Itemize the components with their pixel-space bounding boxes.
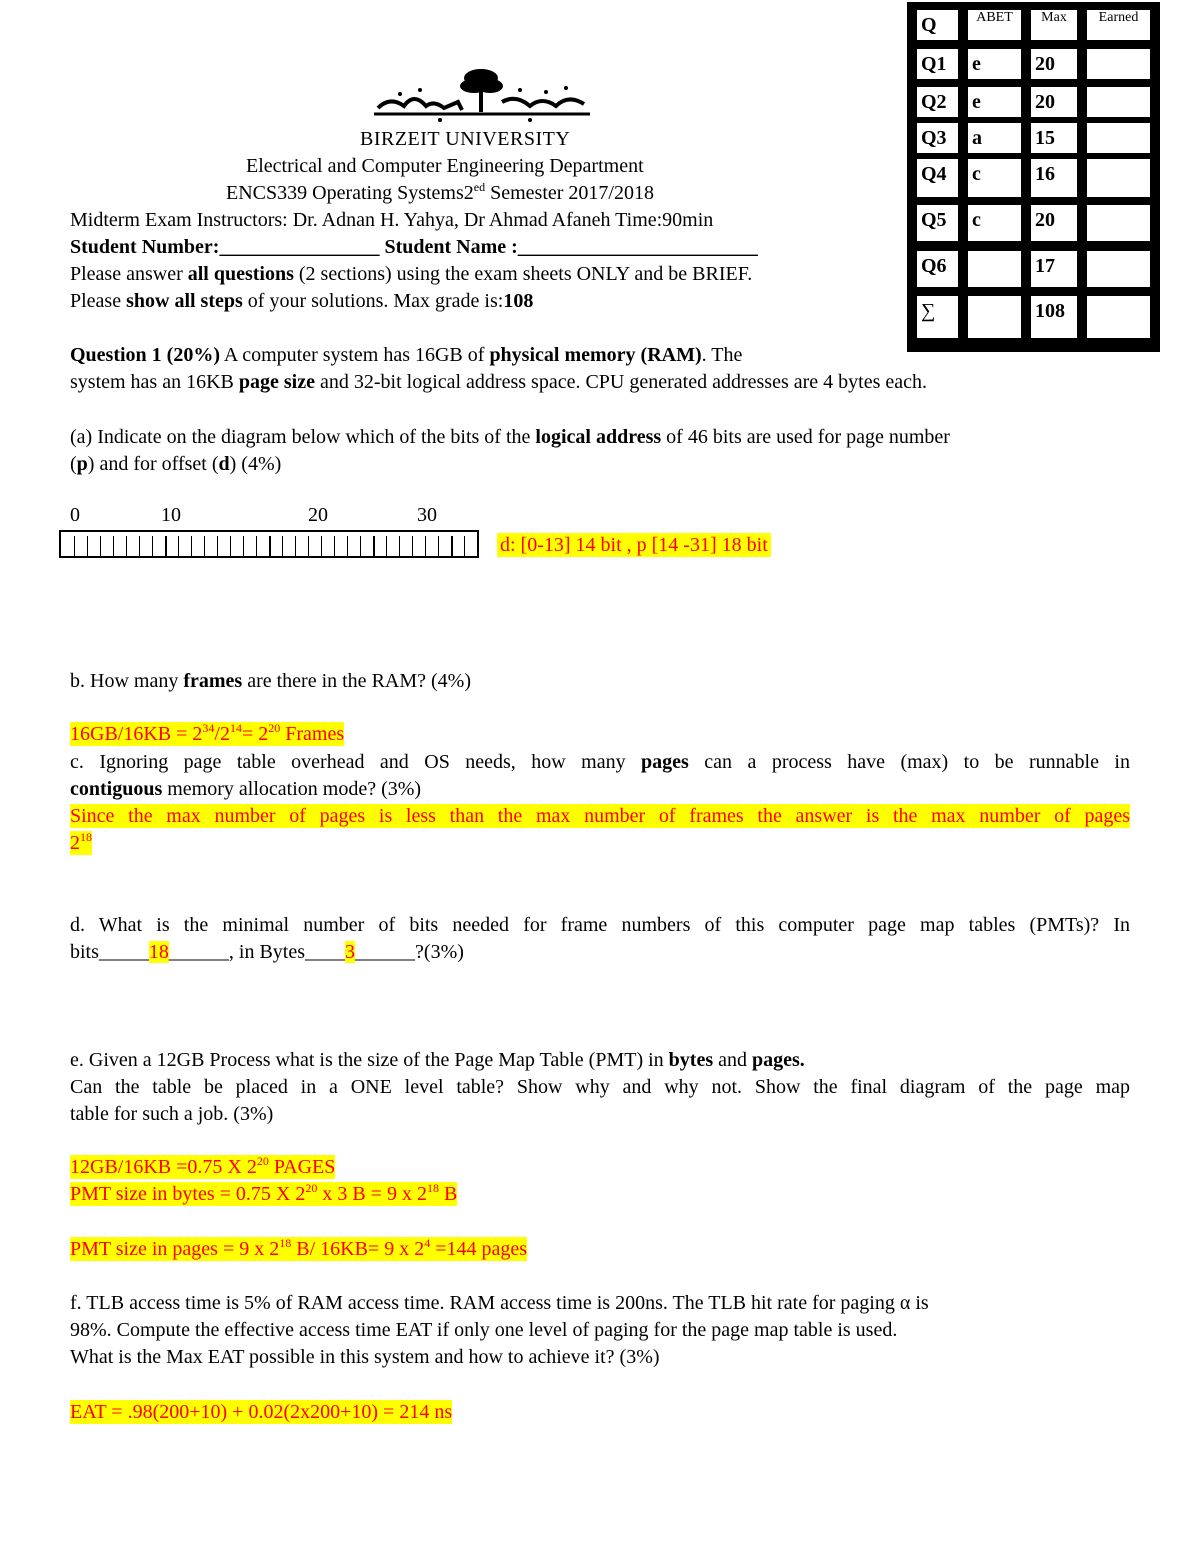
grade-row-sum-symbol: ∑ — [917, 296, 958, 338]
instr-bold: show all steps — [126, 290, 243, 312]
grade-row-earned[interactable] — [1087, 87, 1150, 117]
bit-divider — [347, 536, 348, 556]
instr-bold: all questions — [187, 263, 294, 285]
q1b-text: b. How many — [70, 670, 184, 692]
course-ord: 2 — [463, 182, 474, 204]
ans-sup: 20 — [268, 721, 281, 735]
ans-text: 2 — [70, 832, 80, 854]
q1b-question — [70, 669, 471, 693]
grade-row-q: Q4 — [917, 159, 958, 197]
q1-text: system has an 16KB — [70, 371, 239, 393]
student-number-field[interactable]: ________________ — [219, 236, 380, 258]
header-label: ABET — [976, 10, 1013, 25]
q1b-answer — [70, 722, 344, 746]
student-number-label: Student Number: — [70, 236, 220, 258]
ans-text: 16GB/16KB = 2 — [70, 723, 203, 745]
ans-text: /2 — [214, 723, 230, 745]
ans-text: PMT size in pages = 9 x 2 — [70, 1238, 280, 1260]
bit-divider — [217, 536, 218, 556]
grade-row-q: Q3 — [917, 123, 958, 153]
instr-text: Please — [70, 290, 127, 312]
grade-row-earned[interactable] — [1087, 49, 1150, 79]
bit-divider — [243, 536, 244, 556]
q1d-text: ______, in Bytes____ — [168, 941, 346, 963]
grade-row-max: 20 — [1031, 87, 1077, 117]
q1f-answer: EAT = .98(200+10) + 0.02(2x200+10) = 214 ns — [70, 1401, 453, 1423]
header-label: Max — [1041, 10, 1067, 25]
q1e-question-line-2: Can the table be placed in a ONE level table? Show why and why not. Show the final diagram of the page map — [70, 1076, 1130, 1098]
instr-text: of your solutions. Max grade is: — [242, 290, 504, 312]
ans-text: Frames — [280, 723, 345, 745]
bit-divider — [464, 536, 465, 556]
grade-row-q: Q6 — [917, 251, 958, 287]
grade-row-earned[interactable] — [1087, 251, 1150, 287]
bit-divider — [425, 536, 426, 556]
ans-sup: 18 — [80, 830, 92, 844]
q1-title: Question 1 (20%) — [70, 344, 220, 366]
bit-divider — [74, 536, 75, 556]
q1-intro-line-2 — [70, 370, 927, 394]
grade-row-q: Q1 — [917, 49, 958, 79]
bit-divider — [126, 536, 127, 556]
grade-row-max: 17 — [1031, 251, 1077, 287]
grade-row-abet: c — [968, 205, 1021, 241]
q1f-question-line-3: What is the Max EAT possible in this system and how to achieve it? (3%) — [70, 1346, 660, 1368]
bit-divider — [412, 536, 413, 556]
ans-text: B — [438, 1183, 458, 1205]
q1c-question-line-1 — [70, 750, 1130, 774]
course-sup: ed — [473, 180, 486, 194]
q1a-text: ) (4%) — [229, 453, 282, 475]
bit-divider — [334, 536, 335, 556]
bit-divider — [256, 536, 257, 556]
grade-row-earned[interactable] — [1087, 296, 1150, 338]
bit-divider — [230, 536, 231, 556]
university-name: BIRZEIT UNIVERSITY — [360, 128, 571, 150]
q1a-text: ( — [70, 453, 77, 475]
q1-text: . The — [701, 344, 743, 366]
bit-divider — [308, 536, 309, 556]
grade-row-max: 20 — [1031, 49, 1077, 79]
department-name: Electrical and Computer Engineering Department — [246, 155, 644, 177]
grade-row-abet — [968, 296, 1021, 338]
ans-sup: 34 — [202, 721, 215, 735]
instr-text: Please answer — [70, 263, 188, 285]
q1a-bold: d — [218, 453, 230, 475]
bit-tick-label: 0 — [70, 504, 80, 526]
q1a-line-1 — [70, 425, 950, 449]
ans-sup: 18 — [426, 1181, 439, 1195]
q1e-answer-3 — [70, 1237, 527, 1261]
q1e-answer-1 — [70, 1155, 335, 1179]
ans-text: PMT size in bytes = 0.75 X 2 — [70, 1183, 306, 1205]
student-info-line — [70, 235, 758, 259]
q1d-question-line-1: d. What is the minimal number of bits needed for frame numbers of this computer page map tables (PMTs)? In — [70, 914, 1130, 936]
grade-row-max: 108 — [1031, 296, 1077, 338]
q1a-bold: p — [76, 453, 88, 475]
q1e-answer-2 — [70, 1182, 457, 1206]
course-line — [226, 182, 654, 205]
instr-text: (2 sections) using the exam sheets ONLY and be BRIEF. — [293, 263, 753, 285]
bit-divider — [113, 536, 114, 556]
exam-info: Midterm Exam Instructors: Dr. Adnan H. Yahya, Dr Ahmad Afaneh Time:90min — [70, 209, 714, 231]
bit-divider — [87, 536, 88, 556]
logical-address-bit-diagram — [59, 530, 479, 558]
bit-divider — [451, 536, 453, 556]
ans-sup: 20 — [305, 1181, 318, 1195]
bit-divider — [282, 536, 283, 556]
grade-row-earned[interactable] — [1087, 123, 1150, 153]
q1c-text: memory allocation mode? (3%) — [162, 778, 422, 800]
grade-header-q — [917, 10, 958, 40]
ans-sup: 20 — [256, 1154, 269, 1168]
q1-text: A computer system has 16GB of — [220, 344, 490, 366]
grade-row-q: Q5 — [917, 205, 958, 241]
q1a-text: of 46 bits are used for page number — [661, 426, 950, 448]
ans-text: x 3 B = 9 x 2 — [317, 1183, 427, 1205]
q1f-question-line-2: 98%. Compute the effective access time EAT if only one level of paging for the page map table is used. — [70, 1319, 898, 1341]
grade-header-max — [1031, 10, 1077, 40]
bit-divider — [100, 536, 101, 556]
ans-text: = 2 — [241, 723, 269, 745]
bit-divider — [139, 536, 140, 556]
bit-divider — [373, 536, 375, 556]
student-name-field[interactable]: ________________________ — [517, 236, 758, 258]
q1c-text: can a process have (max) to be runnable in — [688, 751, 1130, 773]
bit-divider — [191, 536, 192, 556]
bit-divider — [204, 536, 205, 556]
grade-row-max: 16 — [1031, 159, 1077, 197]
q1d-text: bits_____ — [70, 941, 149, 963]
grade-row-abet — [968, 251, 1021, 287]
header-label: Q — [921, 14, 937, 36]
q1e-question-line-3: table for such a job. (3%) — [70, 1103, 274, 1125]
q1e-question-line-1 — [70, 1048, 805, 1072]
bit-divider — [152, 536, 153, 556]
q1a-text: (a) Indicate on the diagram below which of the bits of the — [70, 426, 536, 448]
grade-row-abet: a — [968, 123, 1021, 153]
q1-bold: page size — [238, 371, 315, 393]
bit-divider — [165, 536, 167, 556]
grade-row-max: 15 — [1031, 123, 1077, 153]
bit-divider — [178, 536, 179, 556]
student-name-label: Student Name : — [379, 236, 518, 258]
q1a-text: ) and for offset ( — [87, 453, 219, 475]
bit-divider — [321, 536, 322, 556]
q1c-question-line-2 — [70, 777, 421, 801]
q1e-bold: bytes — [668, 1049, 714, 1071]
grade-header-abet — [968, 10, 1021, 40]
q1a-answer: d: [0-13] 14 bit , p [14 -31] 18 bit — [497, 533, 771, 557]
ans-sup: 18 — [279, 1236, 292, 1250]
grade-row-earned[interactable] — [1087, 205, 1150, 241]
bit-divider — [399, 536, 400, 556]
q1-intro-line-1 — [70, 343, 742, 367]
q1c-bold: pages — [641, 751, 689, 773]
grade-row-abet: e — [968, 49, 1021, 79]
q1-text: and 32-bit logical address space. CPU generated addresses are 4 bytes each. — [314, 371, 927, 393]
q1a-bold: logical address — [535, 426, 662, 448]
grade-row-max: 20 — [1031, 205, 1077, 241]
q1c-bold: contiguous — [70, 778, 163, 800]
q1e-text: e. Given a 12GB Process what is the size of the Page Map Table (PMT) in — [70, 1049, 669, 1071]
grade-table — [907, 2, 1160, 352]
q1c-answer-line-1: Since the max number of pages is less than the max number of frames the answer is the max number of pages — [70, 805, 1130, 827]
q1d-question-line-2 — [70, 940, 464, 964]
semester: Semester 2017/2018 — [485, 182, 654, 204]
bit-tick-label: 30 — [417, 504, 437, 526]
max-grade: 108 — [503, 290, 534, 312]
q1c-answer-line-2 — [70, 831, 92, 855]
bit-divider — [269, 536, 271, 556]
course-name: ENCS339 Operating Systems — [226, 182, 464, 204]
q1-bold: physical memory (RAM) — [489, 344, 702, 366]
grade-header-earned — [1087, 10, 1150, 40]
q1c-text: c. Ignoring page table overhead and OS needs, how many — [70, 751, 642, 773]
ans-text: PAGES — [268, 1156, 336, 1178]
q1a-line-2 — [70, 452, 281, 476]
bit-tick-label: 20 — [308, 504, 328, 526]
instructions-line-1 — [70, 262, 752, 286]
q1e-bold: pages. — [752, 1049, 805, 1071]
instructions-line-2 — [70, 289, 533, 313]
ans-text: 12GB/16KB =0.75 X 2 — [70, 1156, 257, 1178]
q1d-answer-bytes: 3 — [345, 941, 356, 963]
bit-divider — [295, 536, 296, 556]
grade-row-abet: c — [968, 159, 1021, 197]
bit-divider — [360, 536, 361, 556]
bit-tick-label: 10 — [161, 504, 181, 526]
grade-row-abet: e — [968, 87, 1021, 117]
birzeit-logo — [370, 66, 592, 126]
q1b-bold: frames — [183, 670, 243, 692]
ans-text: =144 pages — [430, 1238, 528, 1260]
q1f-question-line-1: f. TLB access time is 5% of RAM access time. RAM access time is 200ns. The TLB hit rate for paging α is — [70, 1292, 929, 1314]
q1d-text: ______?(3%) — [355, 941, 464, 963]
ans-sup: 4 — [424, 1236, 431, 1250]
ans-sup: 14 — [229, 721, 242, 735]
q1d-answer-bits: 18 — [148, 941, 169, 963]
q1e-text: and — [713, 1049, 753, 1071]
grade-row-q: Q2 — [917, 87, 958, 117]
header-label: Earned — [1098, 10, 1139, 25]
bit-divider — [386, 536, 387, 556]
q1b-text: are there in the RAM? (4%) — [242, 670, 471, 692]
grade-row-earned[interactable] — [1087, 159, 1150, 197]
bit-divider — [438, 536, 439, 556]
ans-text: B/ 16KB= 9 x 2 — [291, 1238, 425, 1260]
